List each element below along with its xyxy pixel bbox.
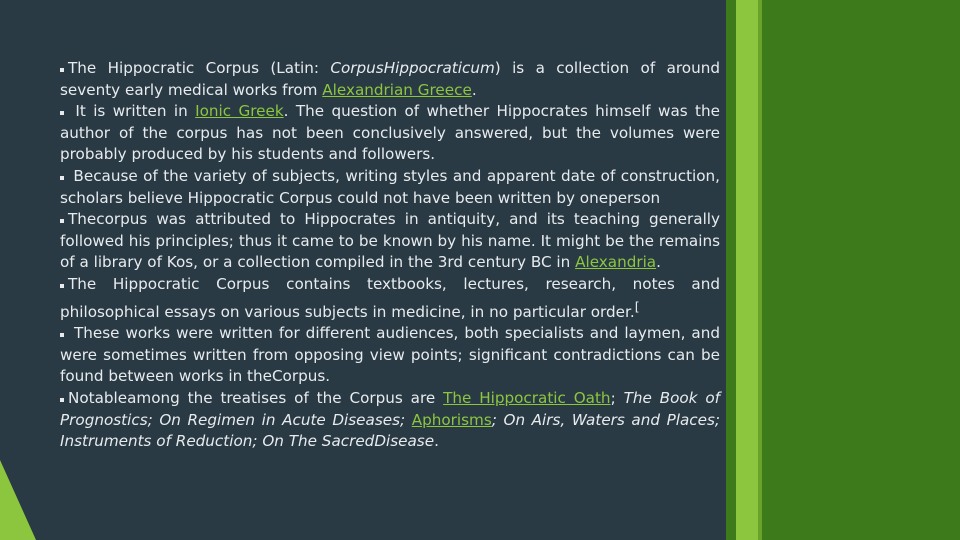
bullet-icon — [60, 176, 64, 180]
corner-decor-triangle — [0, 460, 36, 540]
link-ionic-greek[interactable]: Ionic Greek — [195, 102, 284, 121]
text: Notableamong the treatises of the Corpus are — [68, 388, 444, 407]
paragraph-3 — [60, 166, 720, 209]
bullet-icon — [60, 111, 64, 115]
paragraph-2 — [60, 101, 720, 166]
treatise-titles: The Book of Prognostics; On Regimen in Acute Diseases; — [60, 388, 720, 429]
citation-marker[interactable]: [ — [634, 298, 640, 314]
bullet-icon — [60, 284, 64, 288]
text: . — [656, 253, 661, 272]
text: It is written in — [68, 102, 196, 121]
paragraph-7 — [60, 388, 720, 453]
text: . — [471, 80, 477, 99]
text: These works were written for different audiences, both specialists and laymen, and were sometimes written from opposing view points; significant contradictions can be found between works in theCorpus. — [60, 324, 720, 386]
right-decor-stripe — [736, 0, 758, 540]
text: The Hippocratic Corpus (Latin: — [68, 59, 331, 77]
text: Thecorpus was attributed to Hippocrates in antiquity, and its teaching generally followed his principles; thus it came to be known by his name. It might be the remains of a library of Kos, or a collection compiled in the 3rd century BC in — [60, 210, 720, 272]
bullet-icon — [60, 398, 64, 402]
bullet-icon — [60, 219, 64, 223]
text: . The question of whether Hippocrates himself was the author of the corpus has not been conclusively answered, but the volumes were probably produced by his students and followers. — [60, 102, 720, 164]
paragraph-5 — [60, 274, 720, 323]
paragraph-4 — [60, 209, 720, 274]
text: . — [434, 432, 439, 451]
right-decor-edge — [758, 0, 762, 540]
text: ; — [610, 388, 624, 407]
text: The Hippocratic Corpus contains textbooks, lectures, research, notes and philosophical essays on various subjects in medicine, in no particular order. — [60, 274, 720, 321]
treatise-titles: ; On Airs, Waters and Places; Instruments of Reduction; On The SacredDisease — [60, 410, 721, 451]
text: ) is a collection of around seventy early medical works from — [60, 59, 720, 99]
paragraph-1 — [60, 58, 720, 101]
text: Because of the variety of subjects, writing styles and apparent date of construction, scholars believe Hippocratic Corpus could not have been written by oneperson — [60, 166, 720, 207]
latin-title: CorpusHippocraticum — [330, 59, 495, 77]
link-alexandria[interactable]: Alexandria — [575, 253, 657, 272]
bullet-icon — [60, 68, 64, 72]
bullet-icon — [60, 333, 64, 337]
link-hippocratic-oath[interactable]: The Hippocratic Oath — [443, 388, 611, 407]
link-alexandrian-greece[interactable]: Alexandrian Greece — [322, 80, 472, 99]
paragraph-6 — [60, 323, 720, 388]
link-aphorisms[interactable]: Aphorisms — [411, 410, 492, 429]
slide-body-text — [60, 58, 720, 453]
